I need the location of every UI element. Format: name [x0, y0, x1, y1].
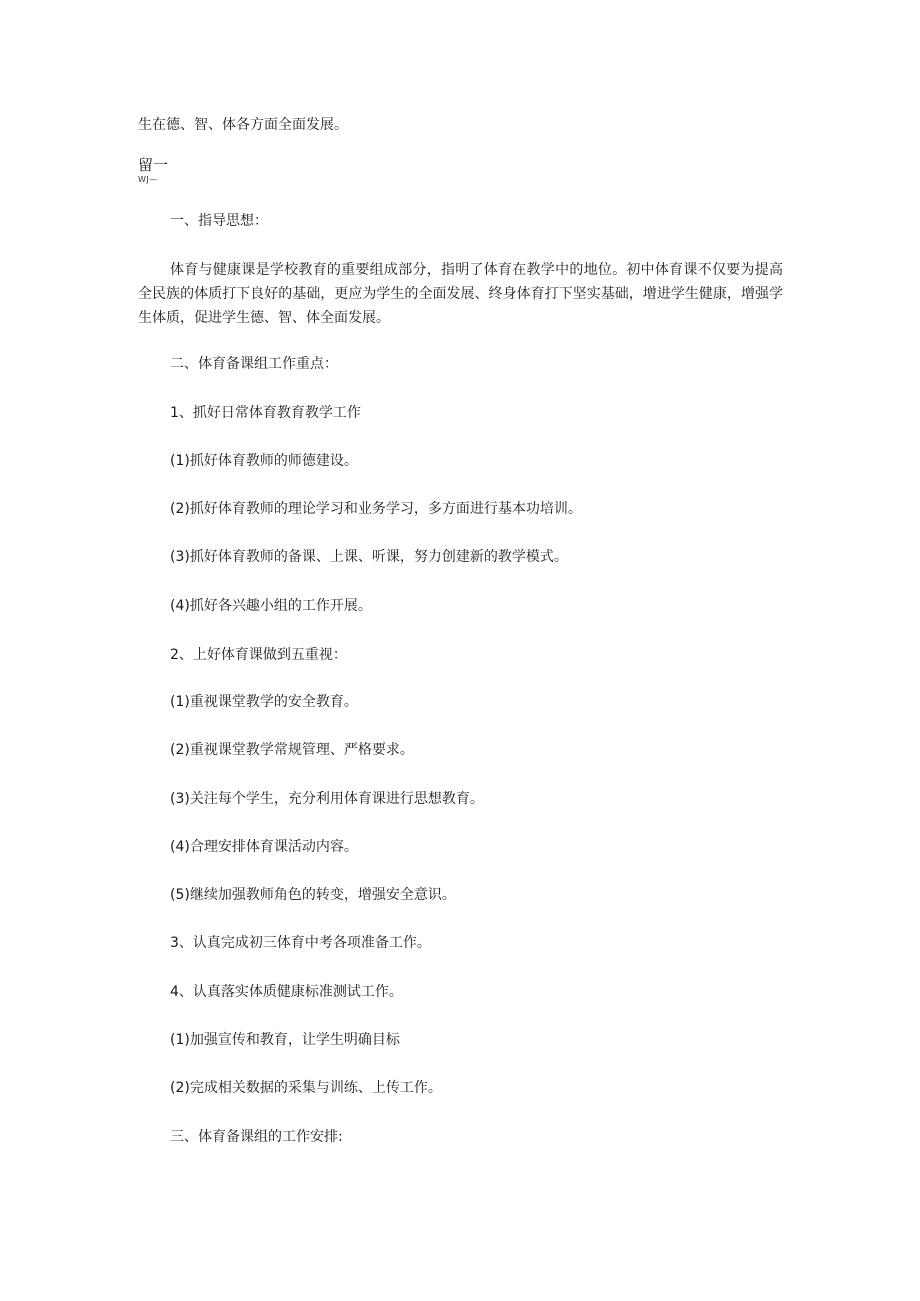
- section-heading-work-focus: 二、体育备课组工作重点：: [170, 356, 338, 372]
- item-2-sub-4: (4)合理安排体育课活动内容。: [170, 839, 358, 855]
- item-1-heading: 1、抓好日常体育教育教学工作: [170, 405, 361, 421]
- item-2-sub-3: (3)关注每个学生，充分利用体育课进行思想教育。: [170, 791, 484, 807]
- item-2-sub-5: (5)继续加强教师角色的转变，增强安全意识。: [170, 887, 456, 903]
- section-heading-work-arrangement: 三、体育备课组的工作安排:: [170, 1129, 343, 1145]
- item-1-sub-1: (1)抓好体育教师的师德建设。: [170, 453, 358, 469]
- stamp-subtext: WJ—: [138, 175, 158, 184]
- item-3-heading: 3、认真完成初三体育中考各项准备工作。: [170, 935, 431, 951]
- item-4-sub-1: (1)加强宣传和教育，让学生明确目标: [170, 1032, 400, 1048]
- item-2-heading: 2、上好体育课做到五重视：: [170, 647, 347, 663]
- item-2-sub-1: (1)重视课堂教学的安全教育。: [170, 694, 358, 710]
- item-1-sub-4: (4)抓好各兴趣小组的工作开展。: [170, 598, 372, 614]
- continuation-line: 生在德、智、体各方面全面发展。: [138, 117, 348, 133]
- item-4-heading: 4、认真落实体质健康标准测试工作。: [170, 984, 403, 1000]
- section-heading-guiding-ideology: 一、指导思想：: [170, 213, 268, 229]
- stamp-mark: 留一: [138, 156, 169, 174]
- item-2-sub-2: (2)重视课堂教学常规管理、严格要求。: [170, 742, 414, 758]
- item-4-sub-2: (2)完成相关数据的采集与训练、上传工作。: [170, 1080, 442, 1096]
- guiding-ideology-paragraph: 体育与健康课是学校教育的重要组成部分，指明了体育在教学中的地位。初中体育课不仅要为提高全民族的体质打下良好的基础，更应为学生的全面发展、终身体育打下坚实基础，增进学生健康，增强学生体质，促进学生德、智、体全面发展。: [138, 262, 783, 326]
- item-1-sub-2: (2)抓好体育教师的理论学习和业务学习，多方面进行基本功培训。: [170, 501, 582, 517]
- item-1-sub-3: (3)抓好体育教师的备课、上课、听课，努力创建新的教学模式。: [170, 549, 568, 565]
